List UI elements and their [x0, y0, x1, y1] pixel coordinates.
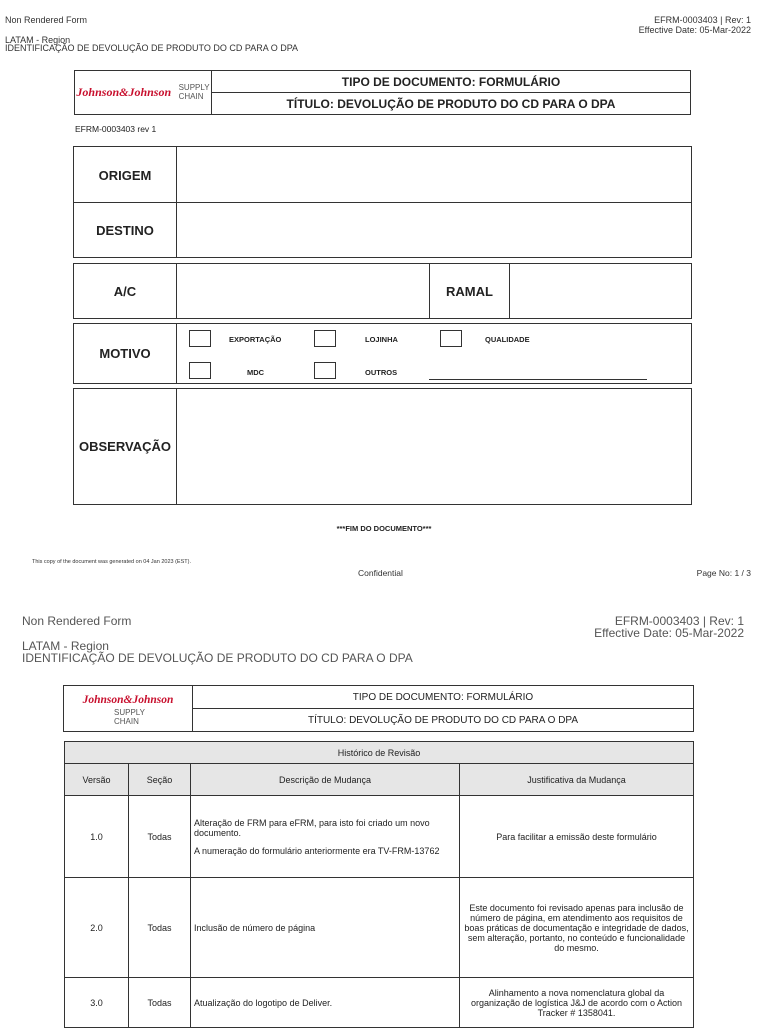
doc-title-cell: TÍTULO: DEVOLUÇÃO DE PRODUTO DO CD PARA O DPA — [212, 93, 691, 115]
exportacao-checkbox[interactable] — [189, 330, 211, 347]
row-secao: Todas — [129, 978, 191, 1028]
outros-line-field[interactable] — [429, 379, 647, 380]
row-descricao — [191, 796, 460, 878]
ac-label: A/C — [74, 264, 177, 318]
region-label: LATAM - Region — [5, 35, 71, 45]
doc-title-cell: TÍTULO: DEVOLUÇÃO DE PRODUTO DO CD PARA O DPA — [193, 709, 694, 732]
mdc-checkbox[interactable] — [189, 362, 211, 379]
row-secao: Todas — [129, 796, 191, 878]
row-secao: Todas — [129, 878, 191, 978]
origem-label: ORIGEM — [74, 147, 177, 203]
document-header-table — [74, 70, 691, 115]
ac-ramal-box — [73, 263, 692, 319]
lojinha-checkbox[interactable] — [314, 330, 336, 347]
outros-checkbox[interactable] — [314, 362, 336, 379]
effective-date: Effective Date: 05-Mar-2022 — [594, 626, 744, 640]
origem-field[interactable] — [177, 147, 691, 203]
doc-type-cell: TIPO DE DOCUMENTO: FORMULÁRIO — [193, 686, 694, 709]
row-versao: 1.0 — [65, 796, 129, 878]
row-justificativa: Este documento foi revisado apenas para inclusão de número de página, em atendimento aos requisitos de boas práticas de documentação e integridade de dados, sem alteração, portanto, no conteúdo e funcionalidade do mesmo. — [460, 878, 694, 978]
jnj-logo: Johnson&Johnson — [82, 694, 174, 707]
row-versao: 3.0 — [65, 978, 129, 1028]
lojinha-label: LOJINHA — [365, 335, 398, 344]
logo-supply: SUPPLY — [178, 83, 210, 93]
outros-label: OUTROS — [365, 368, 398, 377]
observacao-field[interactable] — [177, 389, 691, 504]
row-descricao-line1: Alteração de FRM para eFRM, para isto foi criado um novo documento. — [194, 817, 430, 838]
doc-id: EFRM-0003403 | Rev: 1 — [654, 15, 751, 25]
destino-label: DESTINO — [74, 203, 177, 258]
logo-chain: CHAIN — [178, 92, 204, 102]
revision-history-table — [64, 741, 694, 1028]
ramal-field[interactable] — [510, 264, 691, 318]
header-justificativa: Justificativa da Mudança — [460, 764, 694, 796]
document-title: IDENTIFICAÇÃO DE DEVOLUÇÃO DE PRODUTO DO CD PARA O DPA — [22, 651, 413, 665]
row-justificativa: Para facilitar a emissão deste formulário — [460, 796, 694, 878]
mdc-label: MDC — [247, 368, 265, 377]
motivo-box — [73, 323, 692, 384]
doc-reference: EFRM-0003403 rev 1 — [75, 124, 157, 134]
form-kind-label: Non Rendered Form — [22, 614, 132, 628]
ac-field[interactable] — [177, 264, 430, 318]
row-descricao: Inclusão de número de página — [191, 878, 460, 978]
row-justificativa: Alinhamento a nova nomenclatura global da organização de logística J&J de acordo com o Action Tracker # 1358041. — [460, 978, 694, 1028]
logo-chain: CHAIN — [114, 717, 139, 727]
confidential-label: Confidential — [358, 568, 403, 578]
destino-field[interactable] — [177, 203, 691, 258]
logo-supply: SUPPLY — [114, 708, 145, 718]
header-secao: Seção — [129, 764, 191, 796]
exportacao-label: EXPORTAÇÃO — [229, 335, 282, 344]
jnj-logo: Johnson&Johnson — [76, 85, 172, 100]
motivo-label: MOTIVO — [74, 324, 177, 383]
doc-type-cell: TIPO DE DOCUMENTO: FORMULÁRIO — [212, 71, 691, 93]
origem-destino-box — [73, 146, 692, 258]
effective-date: Effective Date: 05-Mar-2022 — [638, 25, 751, 35]
end-of-document: ***FIM DO DOCUMENTO*** — [336, 524, 432, 533]
observacao-box — [73, 388, 692, 505]
copy-note: This copy of the document was generated on 04 Jan 2023 (EST). — [32, 559, 191, 565]
table-row — [65, 796, 694, 878]
header-descricao: Descrição de Mudança — [191, 764, 460, 796]
table-row — [65, 878, 694, 978]
revision-history-title: Histórico de Revisão — [65, 742, 694, 764]
document-title: IDENTIFICAÇÃO DE DEVOLUÇÃO DE PRODUTO DO CD PARA O DPA — [5, 43, 299, 53]
ramal-label: RAMAL — [430, 264, 510, 318]
form-kind-label: Non Rendered Form — [5, 15, 88, 25]
doc-id: EFRM-0003403 | Rev: 1 — [614, 614, 744, 628]
region-label: LATAM - Region — [22, 639, 109, 653]
row-versao: 2.0 — [65, 878, 129, 978]
logo-cell — [75, 71, 212, 115]
page-number: Page No: 1 / 3 — [696, 568, 751, 578]
qualidade-label: QUALIDADE — [485, 335, 530, 344]
observacao-label: OBSERVAÇÃO — [74, 389, 177, 504]
row-descricao-line2: A numeração do formulário anteriormente era TV-FRM-13762 — [194, 845, 440, 856]
document-header-table — [63, 685, 694, 732]
header-versao: Versão — [65, 764, 129, 796]
qualidade-checkbox[interactable] — [440, 330, 462, 347]
table-row — [65, 978, 694, 1028]
logo-cell — [64, 686, 193, 732]
row-descricao: Atualização do logotipo de Deliver. — [191, 978, 460, 1028]
